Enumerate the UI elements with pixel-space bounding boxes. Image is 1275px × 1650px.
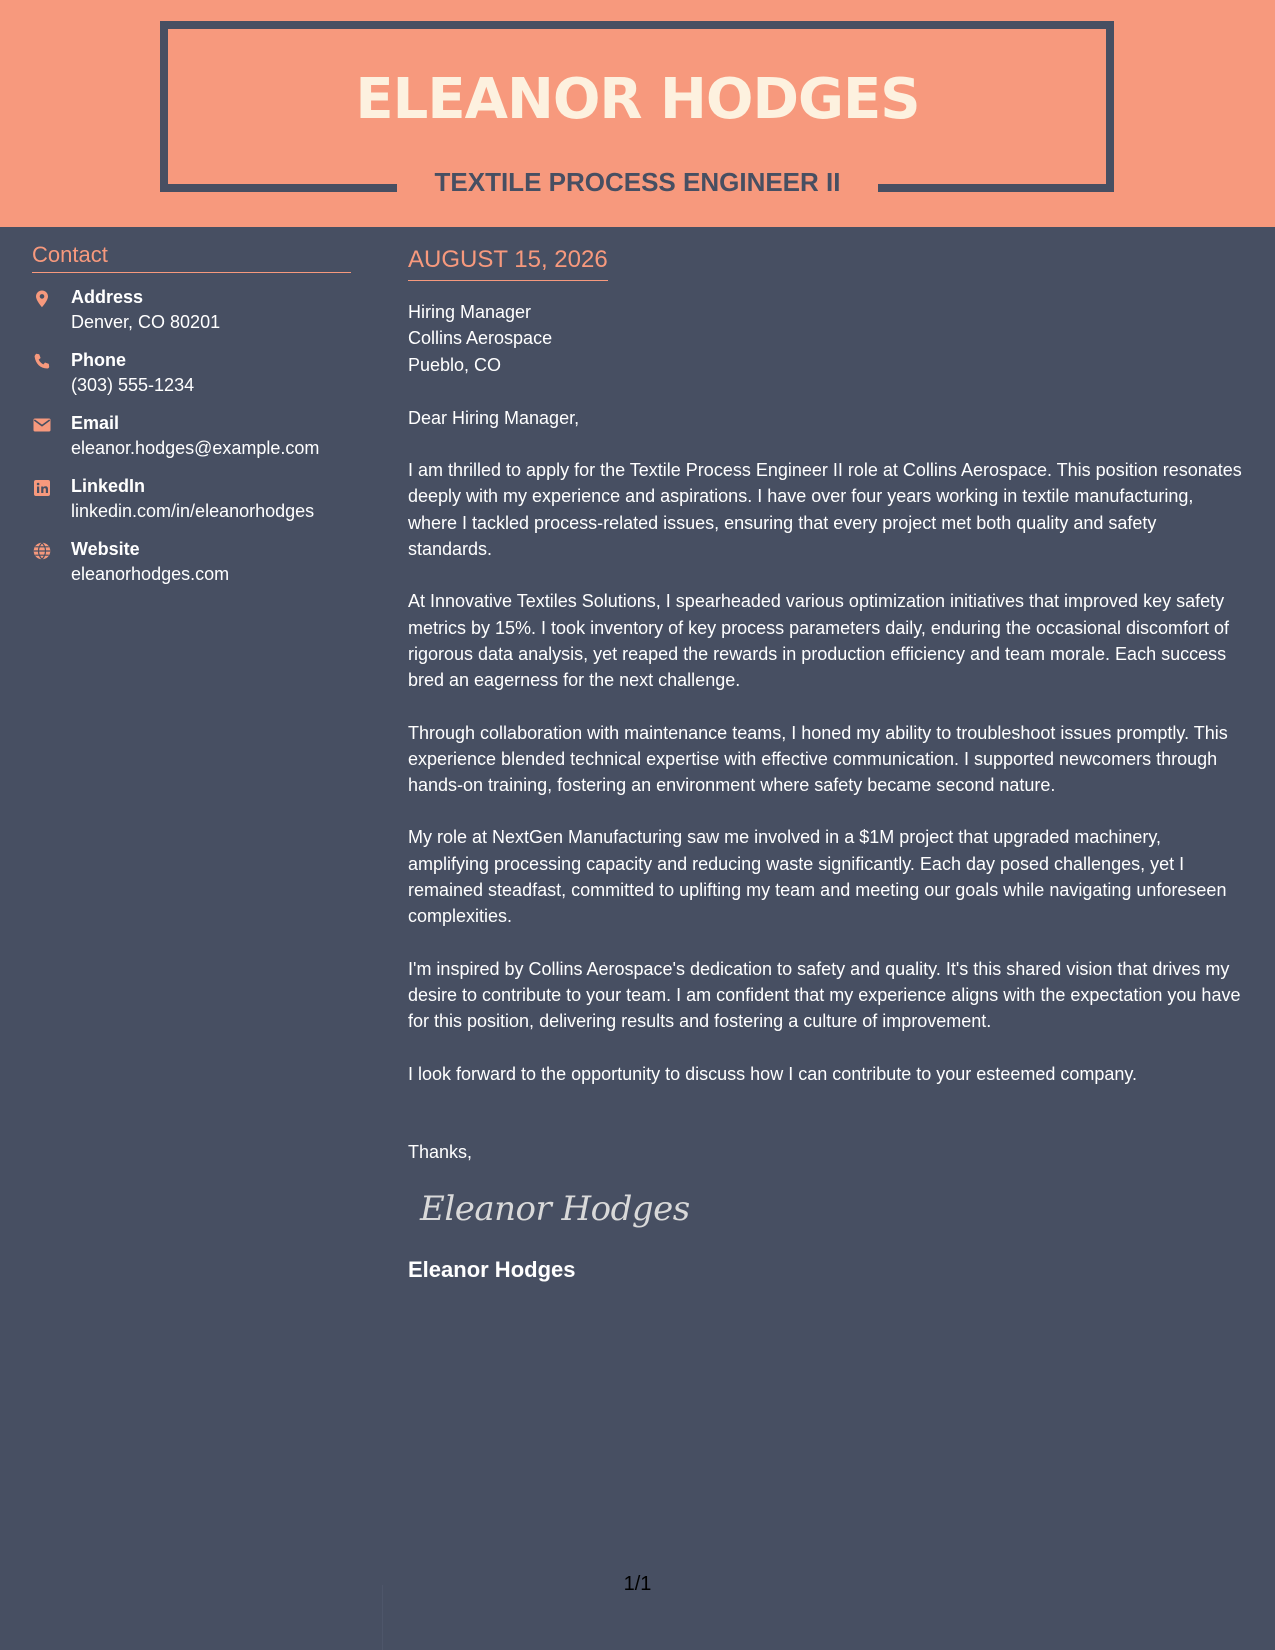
contact-heading: Contact: [32, 240, 351, 273]
contact-value[interactable]: eleanor.hodges@example.com: [71, 438, 320, 458]
globe-icon: [32, 541, 52, 561]
contact-label: LinkedIn: [71, 476, 146, 496]
letter-paragraph: I am thrilled to apply for the Textile Process Engineer II role at Collins Aerospace. This position resonates deeply with my experience and aspirations. I have over four years working in textile manufacturing, where I tackled process-related issues, ensuring that every project met both quality and safety standards.: [408, 460, 1242, 560]
letter-paragraph: I'm inspired by Collins Aerospace's dedication to safety and quality. It's this shared vision that drives my desire to contribute to your team. I am confident that my experience aligns with the expectation you have for this position, delivering results and fostering a culture of improvement.: [408, 958, 1241, 1032]
contact-label: Website: [71, 539, 140, 559]
contact-value[interactable]: linkedin.com/in/eleanorhodges: [71, 501, 315, 521]
recipient-block: [408, 299, 1243, 378]
applicant-name: ELEANOR HODGES: [355, 67, 920, 132]
letter-body: [408, 244, 1243, 1285]
phone-icon: [32, 352, 52, 372]
signer-name: Eleanor Hodges: [408, 1257, 576, 1283]
header-band: [0, 0, 1275, 227]
closing: Thanks,: [408, 1141, 473, 1162]
letter-paragraph: I look forward to the opportunity to discuss how I can contribute to your esteemed company.: [408, 1063, 1138, 1084]
linkedin-icon: [32, 478, 52, 498]
envelope-icon: [32, 415, 52, 435]
letter-paragraph: At Innovative Textiles Solutions, I spearheaded various optimization initiatives that improved key safety metrics by 15%. I took inventory of key process parameters daily, enduring the occasional discomfort of rigorous data analysis, yet reaped the rewards in production efficiency and team morale. Each success bred an eagerness for the next challenge.: [408, 591, 1230, 691]
recipient-line: Pueblo, CO: [408, 354, 502, 375]
letter-date: AUGUST 15, 2026: [408, 244, 608, 281]
contact-item-address: [32, 285, 351, 348]
letter-paragraph: Through collaboration with maintenance teams, I honed my ability to troubleshoot issues promptly. This experience blended technical expertise with effective communication. I supported newcomers through hands-on training, fostering an environment where safety became second nature.: [408, 722, 1228, 796]
role-wrapper: [0, 162, 1275, 202]
contact-label: Address: [71, 287, 144, 307]
contact-item-linkedin: [32, 474, 351, 537]
contact-item-website: [32, 537, 351, 600]
greeting: Dear Hiring Manager,: [408, 407, 580, 428]
contact-item-phone: [32, 348, 351, 411]
contact-sidebar: [32, 240, 351, 600]
contact-label: Phone: [71, 350, 127, 370]
recipient-line: Hiring Manager: [408, 302, 532, 322]
contact-label: Email: [71, 413, 120, 433]
page-number: 1/1: [623, 1573, 652, 1595]
letter-paragraph: My role at NextGen Manufacturing saw me involved in a $1M project that upgraded machinery, amplifying processing capacity and reducing waste significantly. Each day posed challenges, yet I remained steadfast, committed to uplifting my team and meeting our goals while navigating unforeseen complexities.: [408, 827, 1227, 927]
recipient-line: Collins Aerospace: [408, 328, 553, 349]
contact-item-email: [32, 411, 351, 474]
contact-value[interactable]: eleanorhodges.com: [71, 564, 230, 584]
map-marker-icon: [32, 289, 52, 309]
job-title: TEXTILE PROCESS ENGINEER II: [397, 162, 879, 202]
signature: Eleanor Hodges: [420, 1189, 690, 1230]
contact-value: Denver, CO 80201: [71, 312, 221, 332]
contact-value: (303) 555-1234: [71, 375, 195, 395]
